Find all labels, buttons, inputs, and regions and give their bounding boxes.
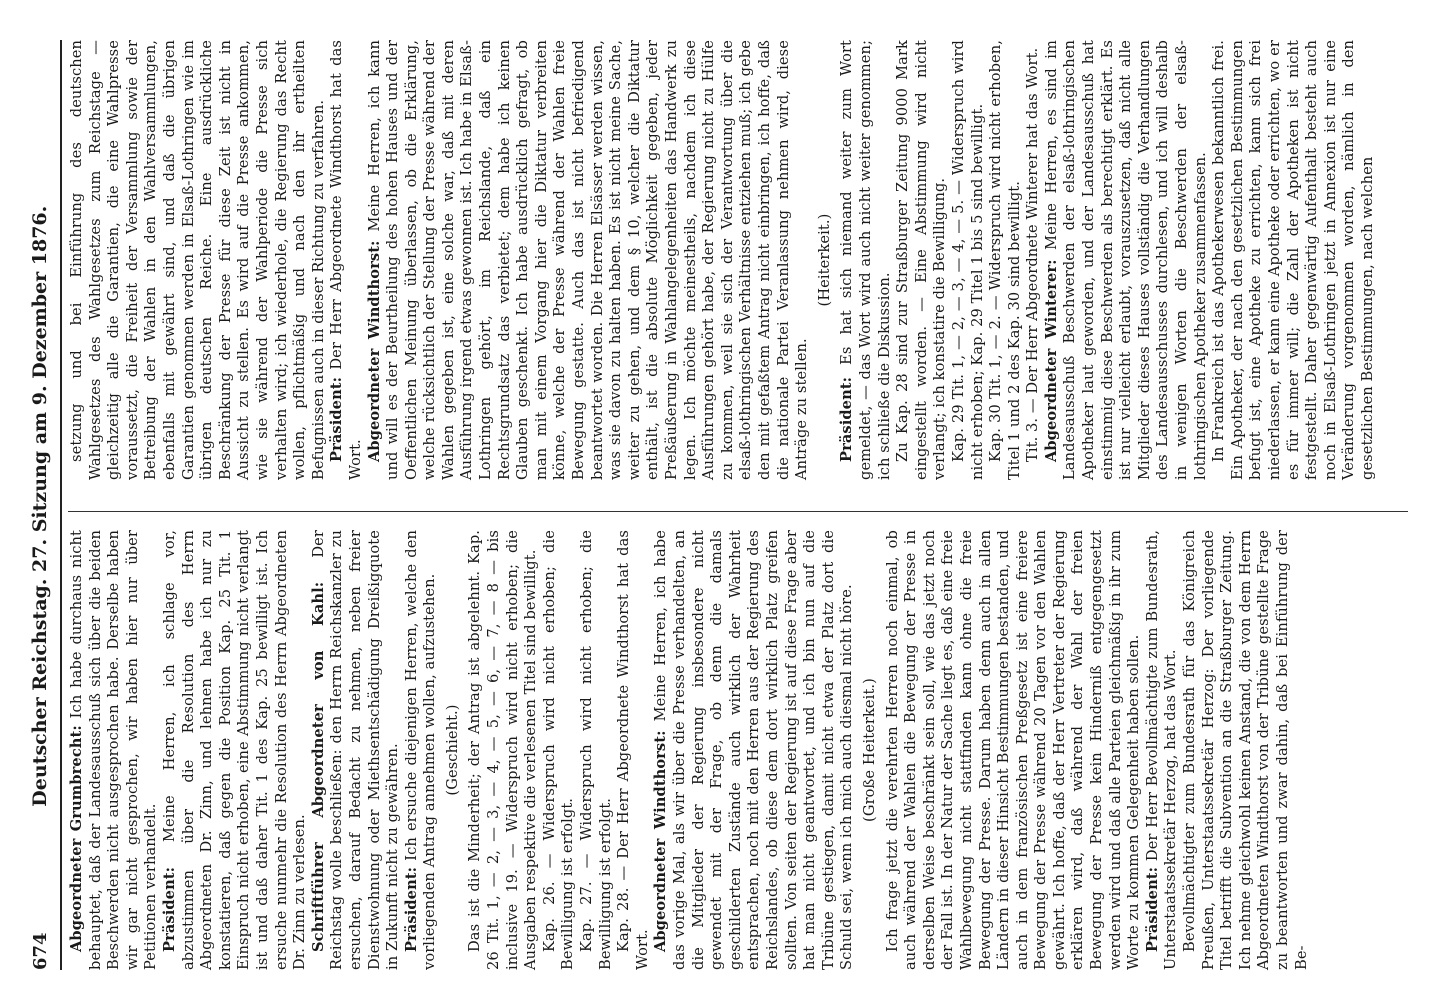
rotated-newspaper-sheet xyxy=(8,10,1428,1000)
speaker-name: Abgeordneter Winterer: xyxy=(1042,259,1060,462)
paragraph xyxy=(950,40,987,480)
paragraph xyxy=(578,530,615,970)
paragraph xyxy=(403,530,440,970)
paragraph-text: Meine Herren, ich habe das vorige Mal, als wir über die Presse verhandelten, an die Mitglieder der Regierung insbesondere nicht gewendet mit der Frage, ob denn die damals geschilderten Zustände auch wirklich der Wahrheit entsprachen, noch mit den Herren aus der Regierung des Reichslandes, ob diese dem dort wirklich Platz greifen sollten. Von seiten der Regierung ist auf diese Frage aber hat man nicht geantwortet, und ich bin nun auf die Tribüne gestiegen, damit nicht etwa der Platz dort die Schuld sei, wenn ich mich auch diesmal nicht höre. xyxy=(652,530,856,970)
paragraph-text: Der Herr Abgeordnete Windthorst hat das Wort. xyxy=(328,40,364,480)
paragraph-text: Meine Herren, ich kann und will es der Beurtheilung des hohen Hauses und der Oeffentlichen Meinung überlassen, ob die Erklärung, welche rücksichtlich der Stellung der Presse während der Wahlen gegeben ist, eine solche war, daß mit deren Ausführung irgend etwas gewonnen ist. Ich habe in Elsaß-Lothringen gehört, im Reichslande, daß ein Rechtsgrundsatz das verbietet; dem habe ich keinen Glauben geschenkt. Ich habe ausdrücklich gefragt, ob man mit einem Vorgang hier die Diktatur verbreiten könne, welche der Presse während der Wahlen freie Bewegung gestatte. Auch das ist nicht befriedigend beantwortet worden. Die Herren Elsässer werden wissen, was sie davon zu halten haben. Es ist nicht meine Sache, weiter zu gehen, und dem § 10, welcher die Diktatur enthält, ist die absolute Möglichkeit gegeben, jeder Preßäußerung in Wahlangelegenheiten das Handwerk zu legen. Ich möchte meinestheils, nachdem ich diese Ausführungen gehört habe, der Regierung nicht zu Hülfe zu kommen, weil sie sich der Verantwortung über die elsaß-lothringischen Verhältnisse entziehen muß; ich gebe den mit gefaßtem Antrag nicht einbringen, ich hoffe, daß die nationale Partei Veranlassung nehmen wird, diese Anträge zu stellen. xyxy=(365,40,811,480)
paragraph-text: Es hat sich niemand weiter zum Wort gemeldet, — das Wort wird auch nicht weiter genommen; ich schließe die Diskussion. xyxy=(838,40,893,480)
stage-direction-text: (Heiterkeit.) xyxy=(815,213,833,307)
speaker-name: Präsident: xyxy=(160,866,178,952)
paragraph xyxy=(1024,40,1043,480)
paragraph-text: Der Reichstag wolle beschließen: den Herrn Reichskanzler zu ersuchen, darauf Bedacht zu nehmen, neben freier Dienstwohnung oder Miethsentschädigung Dreißigquote in Zukunft nicht zu gewähren. xyxy=(309,530,402,970)
stage-direction xyxy=(861,530,880,970)
right-column xyxy=(68,40,1378,480)
paragraph-text: Ich frage jetzt die verehrten Herren noch einmal, ob auch während der Wahlen die Bewegung der Presse in derselben Weise beschränkt sein soll, wie das jetzt noch der Fall ist. In der Natur der Sache liegt es, daß eine freie Wahlbewegung nicht stattfinden kann ohne die freie Bewegung der Presse. Darum haben denn auch in allen Ländern in dieser Hinsicht Bestimmungen bestanden, und auch in dem französischen Preßgesetz ist eine freiere Bewegung der Presse während 20 Tagen vor den Wahlen gewährt. Ich hoffe, daß der Herr Vertreter der Regierung erklären wird, daß während der Wahl der freien Bewegung der Presse kein Hinderniß entgegengesetzt werden wird und daß alle Parteien gleichmäßig in ihr zum Worte zu kommen Gelegenheit haben sollen. xyxy=(883,530,1143,970)
paragraph xyxy=(894,40,950,480)
paragraph-text: setzung und bei Einführung des deutschen Wahlgesetzes des Wahlgesetzes zum Reichstage — gleichzeitig alle die Garantien, die eine Wahlpresse voraussetzt, die Freiheit der Versammlung sowie der Betreibung der Wahlen in den Wahlversammlungen, ebenfalls mit gewährt sind, und daß die übrigen Garantien genommen werden in Elsaß-Lothringen wie im übrigen deutschen Reiche. Eine ausdrückliche Beschränkung der Presse für diese Zeit ist nicht in Aussicht zu stellen. Es wird auf die Presse ankommen, wie sie während der Wahlperiode die Presse sich verhalten wird; ich wiederhole, die Regierung das Recht wollen, pflichtmäßig und nach den ihr ertheilten Befugnissen auch in dieser Richtung zu verfahren. xyxy=(68,40,327,480)
speaker-name: Abgeordneter Grumbrecht: xyxy=(68,725,85,952)
paragraph-text: Kap. 30 Tit. 1, — 2. — Widerspruch wird nicht erhoben, Titel 1 und 2 des Kap. 30 sind bewilligt. xyxy=(987,40,1023,480)
stage-direction-text: (Geschieht.) xyxy=(443,704,461,796)
paragraph-text: In Frankreich ist das Apothekerwesen bekanntlich frei. Ein Apotheker, der nach den gesetzlichen Bestimmungen befugt ist, eine Apotheke zu errichten, kann sich frei niederlassen, er kann eine Apotheke oder errichten, wo er es für immer will; die Zahl der Apotheken ist nicht festgestellt. Daher gegenwärtig Aufenthalt besteht auch noch in Elsaß-Lothringen jetzt in Annexion ist nur eine Veränderung vorgenommen worden, nämlich in den gesetzlichen Bestimmungen, nach welchen xyxy=(1210,40,1376,480)
paragraph-text: Tit. 3. — Der Herr Abgeordnete Winterer hat das Wort. xyxy=(1024,47,1042,462)
speaker-name: Abgeordneter Windthorst: xyxy=(652,730,670,952)
speaker-name: Schriftführer Abgeordneter von Kahl: xyxy=(309,581,327,952)
stage-direction-text: (Große Heiterkeit.) xyxy=(860,678,878,822)
stage-direction xyxy=(444,530,463,970)
paragraph xyxy=(68,40,328,480)
paragraph-text: Meine Herren, es sind im Landesausschuß Beschwerden der elsaß-lothringischen Apotheker laut geworden, und der Landesausschuß hat einstimmig diese Beschwerden als berechtigt erklärt. Es ist nur vielleicht erlaubt, vorauszusetzen, daß nicht alle Mitglieder dieses Hauses vollständig die Verhandlungen des Landesausschusses durchlesen, und ich will deshalb in wenigen Worten die Beschwerden der elsaß-lothringischen Apotheker zusammenfassen. xyxy=(1042,40,1209,480)
paragraph xyxy=(838,40,894,480)
paragraph-text: Der Herr Bevollmächtigte zum Bundesrath, Unterstaatssekretär Herzog, hat das Wort. xyxy=(1143,530,1180,970)
paragraph-text: Ich ersuche diejenigen Herren, welche den vorliegenden Antrag annehmen wollen, aufzustehen. xyxy=(402,530,439,970)
paragraph-text: Kap. 28. — Der Herr Abgeordnete Windthorst hat das Wort. xyxy=(615,530,651,970)
paragraph-text: Ich habe durchaus nicht behauptet, daß der Landesausschuß sich über die beiden Beschwerden nicht ausgesprochen habe. Derselbe haben wir gar nicht gesprochen, wir haben hier nur über Petitionen verhandelt. xyxy=(68,530,160,970)
speaker-name: Präsident: xyxy=(402,866,420,952)
paragraph-text: Kap. 27. — Widerspruch wird nicht erhoben; die Bewilligung ist erfolgt. xyxy=(578,530,614,970)
speaker-name: Präsident: xyxy=(1143,866,1161,952)
paragraph-text: Kap. 29 Tit. 1, — 2, — 3, — 4, — 5. — Widerspruch wird nicht erhoben; Kap. 29 Titel 1 bis 5 sind bewilligt. xyxy=(949,40,986,480)
paragraph xyxy=(884,530,1144,970)
paragraph-text: Das ist die Minderheit; der Antrag ist abgelehnt. Kap. 26 Tit. 1, — 2, — 3, — 4, — 5, — 6, — 7, — 8 — bis inclusive 19. — Widerspruch wird nicht erhoben; die Ausgaben respektive die verlesenen Titel sind bewilligt. xyxy=(466,530,540,970)
paragraph xyxy=(310,530,403,970)
paragraph-text: Kap. 26. — Widerspruch wird nicht erhoben; die Bewilligung ist erfolgt. xyxy=(540,530,577,970)
paragraph xyxy=(541,530,578,970)
header-rule xyxy=(60,40,62,970)
paragraph xyxy=(987,40,1024,480)
paragraph xyxy=(1043,40,1210,480)
paragraph xyxy=(366,40,812,480)
left-column xyxy=(68,530,1311,970)
column-divider xyxy=(68,511,1408,512)
paragraph xyxy=(1181,530,1311,970)
paragraph xyxy=(68,530,161,970)
running-title: Deutscher Reichstag. 27. Sitzung am 9. Dezember 1876. xyxy=(29,205,51,807)
paragraph-text: Zu Kap. 28 sind zur Straßburger Zeitung 9000 Mark eingestellt worden. — Eine Abstimmung wird nicht verlangt; ich konstatire die Bewilligung. xyxy=(894,40,949,480)
paragraph xyxy=(652,530,857,970)
stage-direction xyxy=(816,40,835,480)
paragraph xyxy=(1144,530,1181,970)
page-number: 674 xyxy=(29,932,51,970)
speaker-name: Abgeordneter Windthorst: xyxy=(365,240,383,462)
paragraph xyxy=(615,530,652,970)
speaker-name: Präsident: xyxy=(838,376,856,462)
running-header xyxy=(20,40,60,970)
paragraph xyxy=(1210,40,1377,480)
speaker-name: Präsident: xyxy=(328,376,346,462)
paragraph xyxy=(466,530,540,970)
paragraph-text: Bevollmächtigter zum Bundesrath für das Königreich Preußen, Unterstaatssekretär Herzog: Der vorliegende Titel betrifft die Subvention an die Straßburger Zeitung. Ich nehme gleichwohl keinen Anstand, die von dem Herrn Abgeordneten Windthorst von der Tribüne gestellte Frage zu beantworten und zwar dahin, daß bei Einführung der Be- xyxy=(1181,530,1310,970)
paragraph-text: Meine Herren, ich schlage vor, abzustimmen über die Resolution des Herrn Abgeordneten Dr. Zinn, und lehnen habe ich nur zu konstatieren, daß gegen die Position Kap. 25 Tit. 1 Einspruch nicht erhoben, eine Abstimmung nicht verlangt ist und daß daher Tit. 1 des Kap. 25 bewilligt ist. Ich ersuche nunmehr die Resolution des Herrn Abgeordneten Dr. Zinn zu verlesen. xyxy=(160,530,309,970)
paragraph xyxy=(161,530,310,970)
paragraph xyxy=(328,40,365,480)
